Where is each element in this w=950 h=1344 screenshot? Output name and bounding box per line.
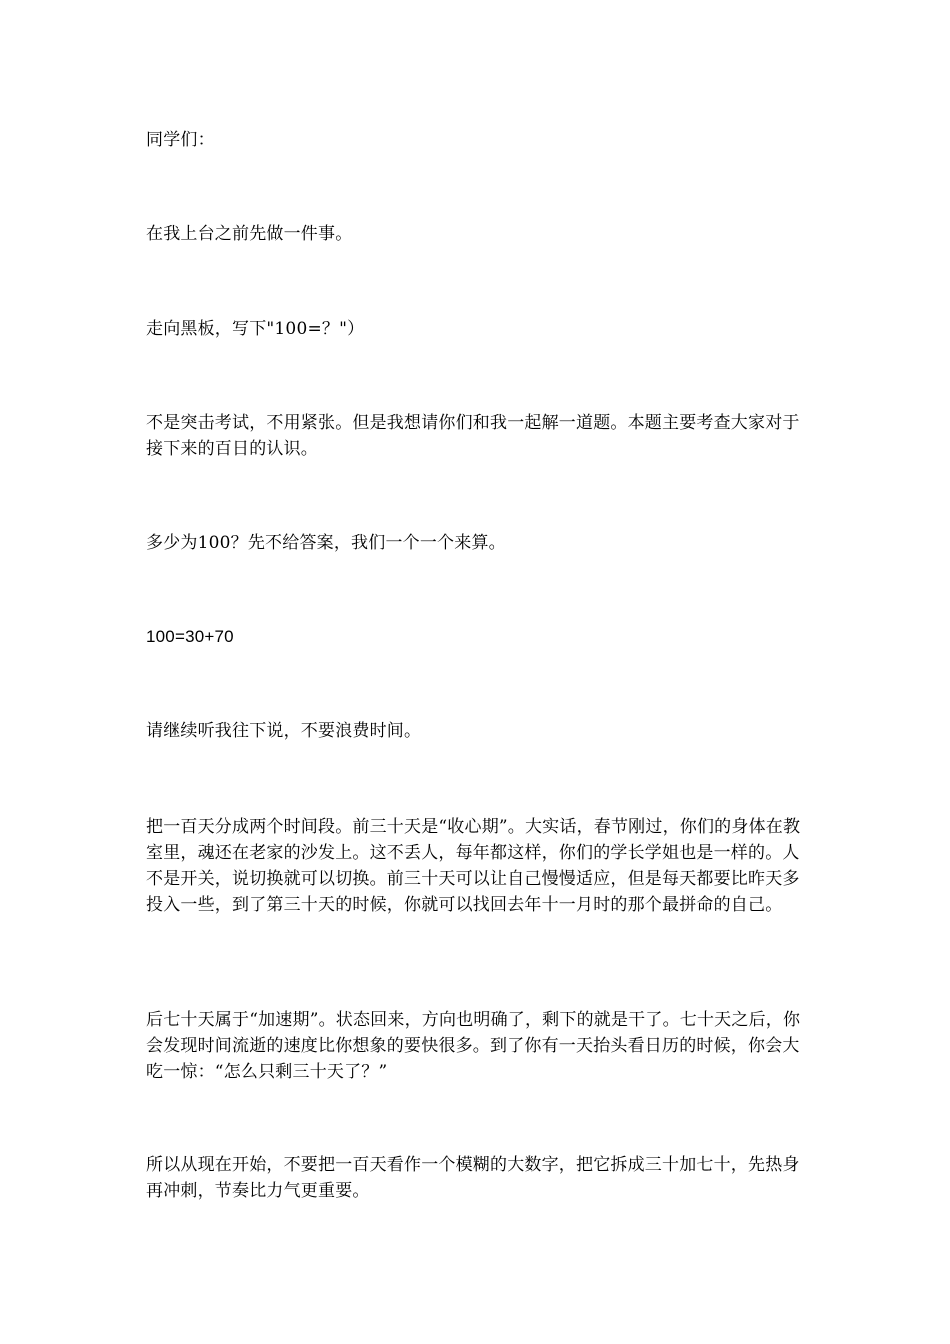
first-period-paragraph: 把一百天分成两个时间段。前三十天是“收心期”。大实话，春节刚过，你们的身体在教室里，魂还在老家的沙发上。这不丢人，每年都这样，你们的学长学姐也是一样的。人不是开关，说切换就可以切换。前三十天可以让自己慢慢适应，但是每天都要比昨天多投入一些，到了第三十天的时候，你就可以找回去年十一月时的那个最拼命的自己。: [146, 817, 801, 915]
blackboard-paragraph: 走向黑板，写下"100=？"）: [146, 319, 365, 339]
question-paragraph: 不是突击考试，不用紧张。但是我想请你们和我一起解一道题。本题主要考查大家对于接下来的百日的认识。: [146, 413, 800, 459]
greeting-paragraph: 同学们：: [146, 130, 215, 150]
conclusion-paragraph: 所以从现在开始，不要把一百天看作一个模糊的大数字，把它拆成三十加七十，先热身再冲刺，节奏比力气更重要。: [146, 1155, 800, 1201]
equation-paragraph: 100=30+70: [146, 627, 234, 646]
second-period-paragraph: 后七十天属于“加速期”。状态回来，方向也明确了，剩下的就是干了。七十天之后，你会发现时间流逝的速度比你想象的要快很多。到了你有一天抬头看日历的时候，你会大吃一惊：“怎么只剩三十天了？”: [146, 1010, 801, 1082]
intro-paragraph: 在我上台之前先做一件事。: [146, 224, 353, 244]
continue-paragraph: 请继续听我往下说，不要浪费时间。: [146, 721, 422, 741]
answer-paragraph: 多少为100？先不给答案，我们一个一个来算。: [146, 533, 506, 553]
